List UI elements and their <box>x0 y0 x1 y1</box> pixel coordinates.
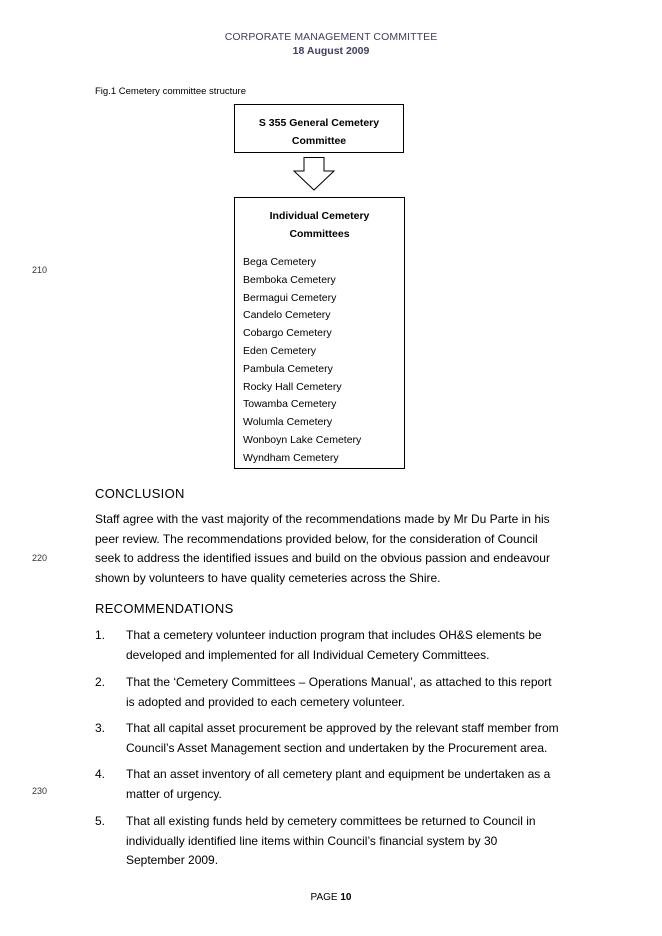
recommendation-line: is adopted and provided to each cemetery volunteer. <box>126 694 405 709</box>
recommendation-line: That all capital asset procurement be approved by the relevant staff member from <box>126 721 559 735</box>
conclusion-paragraph <box>95 510 575 588</box>
recommendation-line: That the ‘Cemetery Committees – Operations Manual’, as attached to this report <box>126 675 552 689</box>
header-date: 18 August 2009 <box>292 45 370 57</box>
cemetery-item: Towamba Cemetery <box>243 398 337 411</box>
down-arrow-icon <box>293 157 335 191</box>
recommendation-line: That an asset inventory of all cemetery plant and equipment be undertaken as a <box>126 767 551 781</box>
individual-committees-box <box>234 197 405 469</box>
recommendation-number: 1. <box>95 628 106 642</box>
individual-committees-title-line1: Individual Cemetery <box>269 210 370 222</box>
recommendation-line: September 2009. <box>126 853 219 867</box>
recommendation-text <box>126 626 575 665</box>
cemetery-item: Wonboyn Lake Cemetery <box>243 433 362 446</box>
recommendation-text <box>126 673 575 712</box>
cemetery-item: Candelo Cemetery <box>243 309 331 322</box>
individual-committees-title <box>235 207 404 243</box>
recommendation-number: 2. <box>95 675 106 689</box>
conclusion-heading: CONCLUSION <box>95 486 185 501</box>
recommendations-heading: RECOMMENDATIONS <box>95 601 234 616</box>
recommendation-number: 4. <box>95 767 106 781</box>
general-committee-line1: S 355 General Cemetery <box>258 117 380 129</box>
cemetery-item: Wyndham Cemetery <box>243 451 339 464</box>
recommendation-line: That all existing funds held by cemetery committees be returned to Council in <box>126 814 536 828</box>
cemetery-item: Eden Cemetery <box>243 344 316 357</box>
page-number: 10 <box>340 892 352 903</box>
recommendation-text <box>126 719 575 758</box>
recommendation-text <box>126 812 575 871</box>
general-committee-line2: Committee <box>291 135 347 147</box>
conclusion-line: seek to address the identified issues and build on the obvious passion and endeavour <box>95 551 550 565</box>
header-committee: CORPORATE MANAGEMENT COMMITTEE <box>224 31 438 43</box>
conclusion-line: shown by volunteers to have quality cemeteries across the Shire. <box>95 570 441 585</box>
recommendation-number: 3. <box>95 721 106 735</box>
conclusion-line: Staff agree with the vast majority of the recommendations made by Mr Du Parte in his <box>95 512 550 526</box>
recommendation-line: developed and implemented for all Individual Cemetery Committees. <box>126 647 490 662</box>
individual-committees-title-line2: Committees <box>289 228 350 240</box>
cemetery-item: Cobargo Cemetery <box>243 327 332 340</box>
recommendation-number: 5. <box>95 814 106 828</box>
line-number: 220 <box>32 553 48 563</box>
general-committee-box <box>234 104 404 153</box>
conclusion-line: peer review. The recommendations provided below, for the consideration of Council <box>95 531 538 546</box>
cemetery-item: Wolumla Cemetery <box>243 416 333 429</box>
recommendation-text <box>126 765 575 804</box>
cemetery-item: Bermagui Cemetery <box>243 291 337 304</box>
recommendation-line: matter of urgency. <box>126 786 222 801</box>
line-number: 230 <box>32 786 48 796</box>
figure-caption: Fig.1 Cemetery committee structure <box>95 86 246 97</box>
cemetery-item: Pambula Cemetery <box>243 362 333 375</box>
cemetery-item: Bega Cemetery <box>243 256 316 268</box>
recommendation-line: Council’s Asset Management section and undertaken by the Procurement area. <box>126 740 548 755</box>
line-number: 210 <box>32 265 48 275</box>
page-footer <box>0 892 662 903</box>
recommendation-line: That a cemetery volunteer induction program that includes OH&S elements be <box>126 628 542 642</box>
cemetery-item: Rocky Hall Cemetery <box>243 380 342 393</box>
cemetery-item: Bemboka Cemetery <box>243 273 336 286</box>
recommendation-line: individually identified line items within Council’s financial system by 30 <box>126 833 498 848</box>
cemetery-list <box>243 254 361 468</box>
page-label: PAGE <box>310 892 338 903</box>
